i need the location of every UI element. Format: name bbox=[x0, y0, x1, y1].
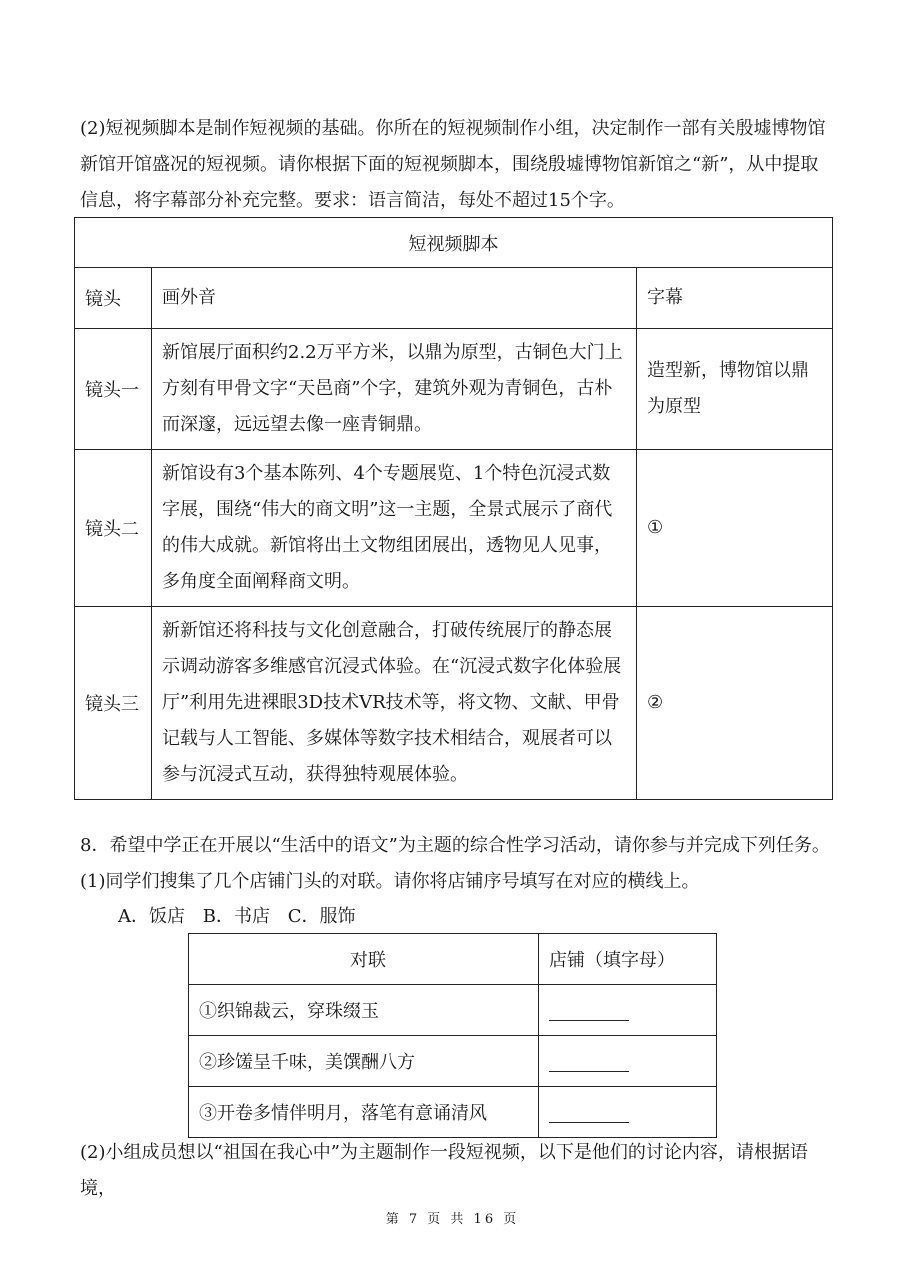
table-row bbox=[189, 1036, 717, 1087]
option-a: A．饭店 bbox=[118, 906, 185, 927]
question-8: 8．希望中学正在开展以“生活中的语文”为主题的综合性学习活动，请你参与并完成下列任务。 bbox=[80, 835, 830, 856]
table-row bbox=[75, 329, 833, 450]
answer-blank[interactable] bbox=[549, 1051, 629, 1072]
header-voiceover: 画外音 bbox=[152, 268, 637, 329]
caption-blank-1: ① bbox=[637, 450, 833, 607]
shot-label: 镜头一 bbox=[75, 329, 152, 450]
couplet-text: ①织锦裁云，穿珠缀玉 bbox=[189, 985, 539, 1036]
shot-label: 镜头三 bbox=[75, 607, 152, 800]
answer-cell bbox=[539, 1087, 717, 1138]
answer-cell bbox=[539, 1036, 717, 1087]
answer-blank[interactable] bbox=[549, 1000, 629, 1021]
header-shop: 店铺（填字母） bbox=[539, 934, 717, 985]
voiceover-text: 新馆展厅面积约2.2万平方米，以鼎为原型，古铜色大门上方刻有甲骨文字“天邑商”个字，建筑外观为青铜色，古朴而深邃，远远望去像一座青铜鼎。 bbox=[152, 329, 637, 450]
table-row bbox=[75, 607, 833, 800]
answer-cell bbox=[539, 985, 717, 1036]
couplet-table-header-row bbox=[189, 934, 717, 985]
intro-paragraph: (2)短视频脚本是制作短视频的基础。你所在的短视频制作小组，决定制作一部有关殷墟博物馆新馆开馆盛况的短视频。请你根据下面的短视频脚本，围绕殷墟博物馆新馆之“新”，从中提取信息，将字幕部分补充完整。要求：语言简洁，每处不超过15个字。 bbox=[80, 118, 826, 211]
option-b: B．书店 bbox=[202, 906, 270, 927]
voiceover-text: 新新馆还将科技与文化创意融合，打破传统展厅的静态展示调动游客多维感官沉浸式体验。在“沉浸式数字化体验展厅”利用先进裸眼3D技术VR技术等，将文物、文献、甲骨记载与人工智能、多媒体等数字技术相结合，观展者可以参与沉浸式互动，获得独特观展体验。 bbox=[152, 607, 637, 800]
shop-options bbox=[118, 900, 367, 934]
table-row bbox=[75, 450, 833, 607]
script-table bbox=[74, 217, 833, 800]
answer-blank[interactable] bbox=[549, 1102, 629, 1123]
page-footer: 第 7 页 共 16 页 bbox=[385, 1212, 520, 1227]
couplet-text: ②珍馐呈千味，美馔酬八方 bbox=[189, 1036, 539, 1087]
table-row bbox=[189, 1087, 717, 1138]
header-caption: 字幕 bbox=[637, 268, 833, 329]
script-table-header-row bbox=[75, 268, 833, 329]
script-table-title-row bbox=[75, 218, 833, 268]
option-c: C．服饰 bbox=[287, 906, 356, 927]
question-8-part-1: (1)同学们搜集了几个店铺门头的对联。请你将店铺序号填写在对应的横线上。 bbox=[80, 871, 700, 892]
couplet-text: ③开卷多情伴明月，落笔有意诵清风 bbox=[189, 1087, 539, 1138]
script-table-title: 短视频脚本 bbox=[75, 218, 833, 268]
question-8-part-2: (2)小组成员想以“祖国在我心中”为主题制作一段短视频，以下是他们的讨论内容，请根据语境， bbox=[80, 1142, 808, 1199]
caption-blank-2: ② bbox=[637, 607, 833, 800]
table-row bbox=[189, 985, 717, 1036]
header-shot: 镜头 bbox=[75, 268, 152, 329]
caption-text: 造型新，博物馆以鼎为原型 bbox=[637, 329, 833, 450]
couplet-table bbox=[188, 933, 717, 1138]
header-couplet: 对联 bbox=[189, 934, 539, 985]
voiceover-text: 新馆设有3个基本陈列、4个专题展览、1个特色沉浸式数字展，围绕“伟大的商文明”这一主题，全景式展示了商代的伟大成就。新馆将出土文物组团展出，透物见人见事，多角度全面阐释商文明。 bbox=[152, 450, 637, 607]
shot-label: 镜头二 bbox=[75, 450, 152, 607]
